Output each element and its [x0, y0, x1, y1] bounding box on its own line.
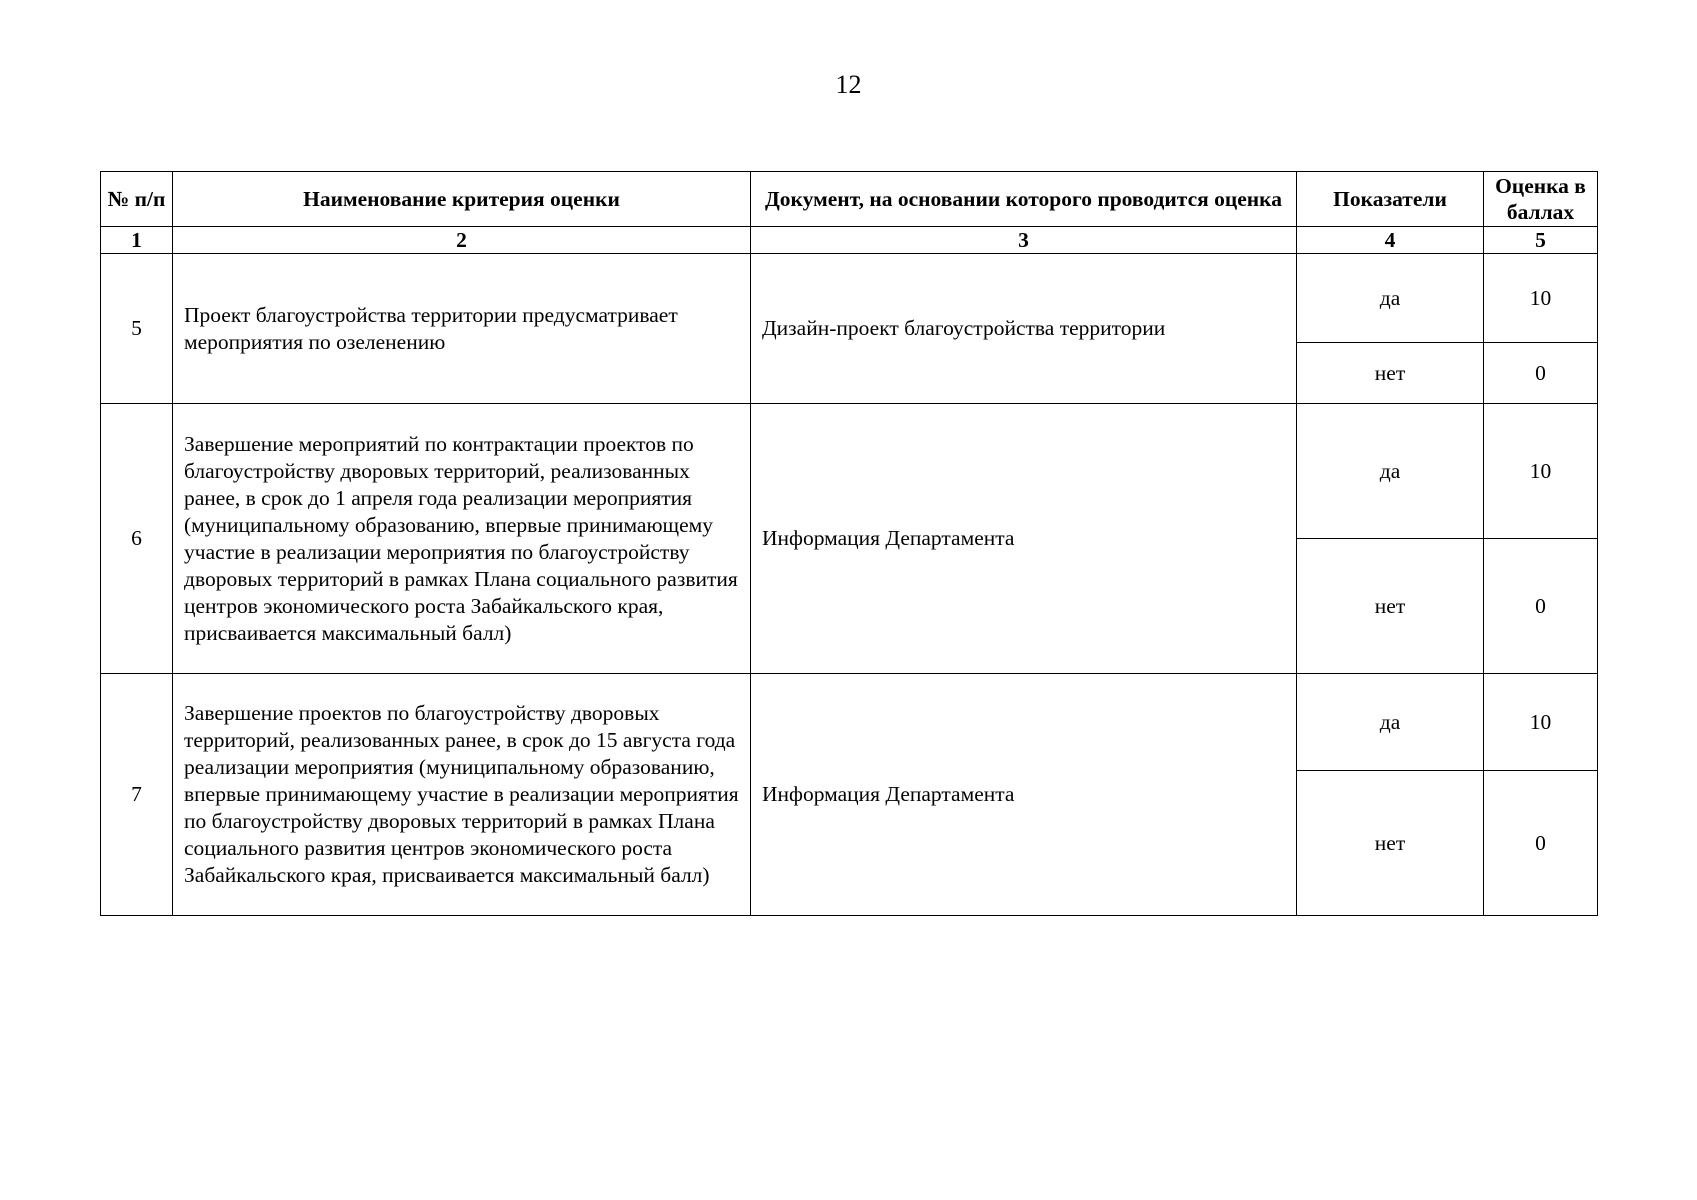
column-number: 1: [101, 227, 173, 254]
header-indicators: Показатели: [1297, 172, 1484, 227]
indicator-cell: да: [1297, 404, 1484, 539]
indicator-cell: да: [1297, 674, 1484, 771]
table-row: [101, 674, 1598, 771]
table-row: [101, 404, 1598, 539]
score-cell: 0: [1484, 539, 1598, 674]
header-num: № п/п: [101, 172, 173, 227]
criteria-table: [100, 171, 1598, 916]
row-number: 5: [101, 254, 173, 404]
column-number: 2: [173, 227, 751, 254]
score-cell: 0: [1484, 771, 1598, 916]
column-numbers-row: [101, 227, 1598, 254]
criterion-cell: Проект благоустройства территории предусматривает мероприятия по озеленению: [173, 254, 751, 404]
score-cell: 10: [1484, 254, 1598, 343]
header-criterion: Наименование критерия оценки: [173, 172, 751, 227]
table-row: [101, 254, 1598, 343]
document-cell: Информация Департамента: [751, 674, 1297, 916]
row-number: 6: [101, 404, 173, 674]
page-number: 12: [835, 70, 862, 99]
score-cell: 10: [1484, 404, 1598, 539]
column-number: 4: [1297, 227, 1484, 254]
indicator-cell: нет: [1297, 771, 1484, 916]
score-cell: 10: [1484, 674, 1598, 771]
table-header-row: [101, 172, 1598, 227]
indicator-cell: нет: [1297, 343, 1484, 404]
document-cell: Дизайн-проект благоустройства территории: [751, 254, 1297, 404]
column-number: 5: [1484, 227, 1598, 254]
column-number: 3: [751, 227, 1297, 254]
indicator-cell: нет: [1297, 539, 1484, 674]
criterion-cell: Завершение проектов по благоустройству дворовых территорий, реализованных ранее, в срок до 15 августа года реализации мероприятия (муниципальному образованию, впервые принимающему участие в реализации мероприятия по благоустройству дворовых территорий в рамках Плана социального развития центров экономического роста Забайкальского края, присваивается максимальный балл): [173, 674, 751, 916]
row-number: 7: [101, 674, 173, 916]
header-score: Оценка в баллах: [1484, 172, 1598, 227]
score-cell: 0: [1484, 343, 1598, 404]
criterion-cell: Завершение мероприятий по контрактации проектов по благоустройству дворовых территорий, реализованных ранее, в срок до 1 апреля года реализации мероприятия (муниципальному образованию, впервые принимающему участие в реализации мероприятия по благоустройству дворовых территорий в рамках Плана социального развития центров экономического роста Забайкальского края, присваивается максимальный балл): [173, 404, 751, 674]
header-document: Документ, на основании которого проводится оценка: [751, 172, 1297, 227]
indicator-cell: да: [1297, 254, 1484, 343]
document-cell: Информация Департамента: [751, 404, 1297, 674]
